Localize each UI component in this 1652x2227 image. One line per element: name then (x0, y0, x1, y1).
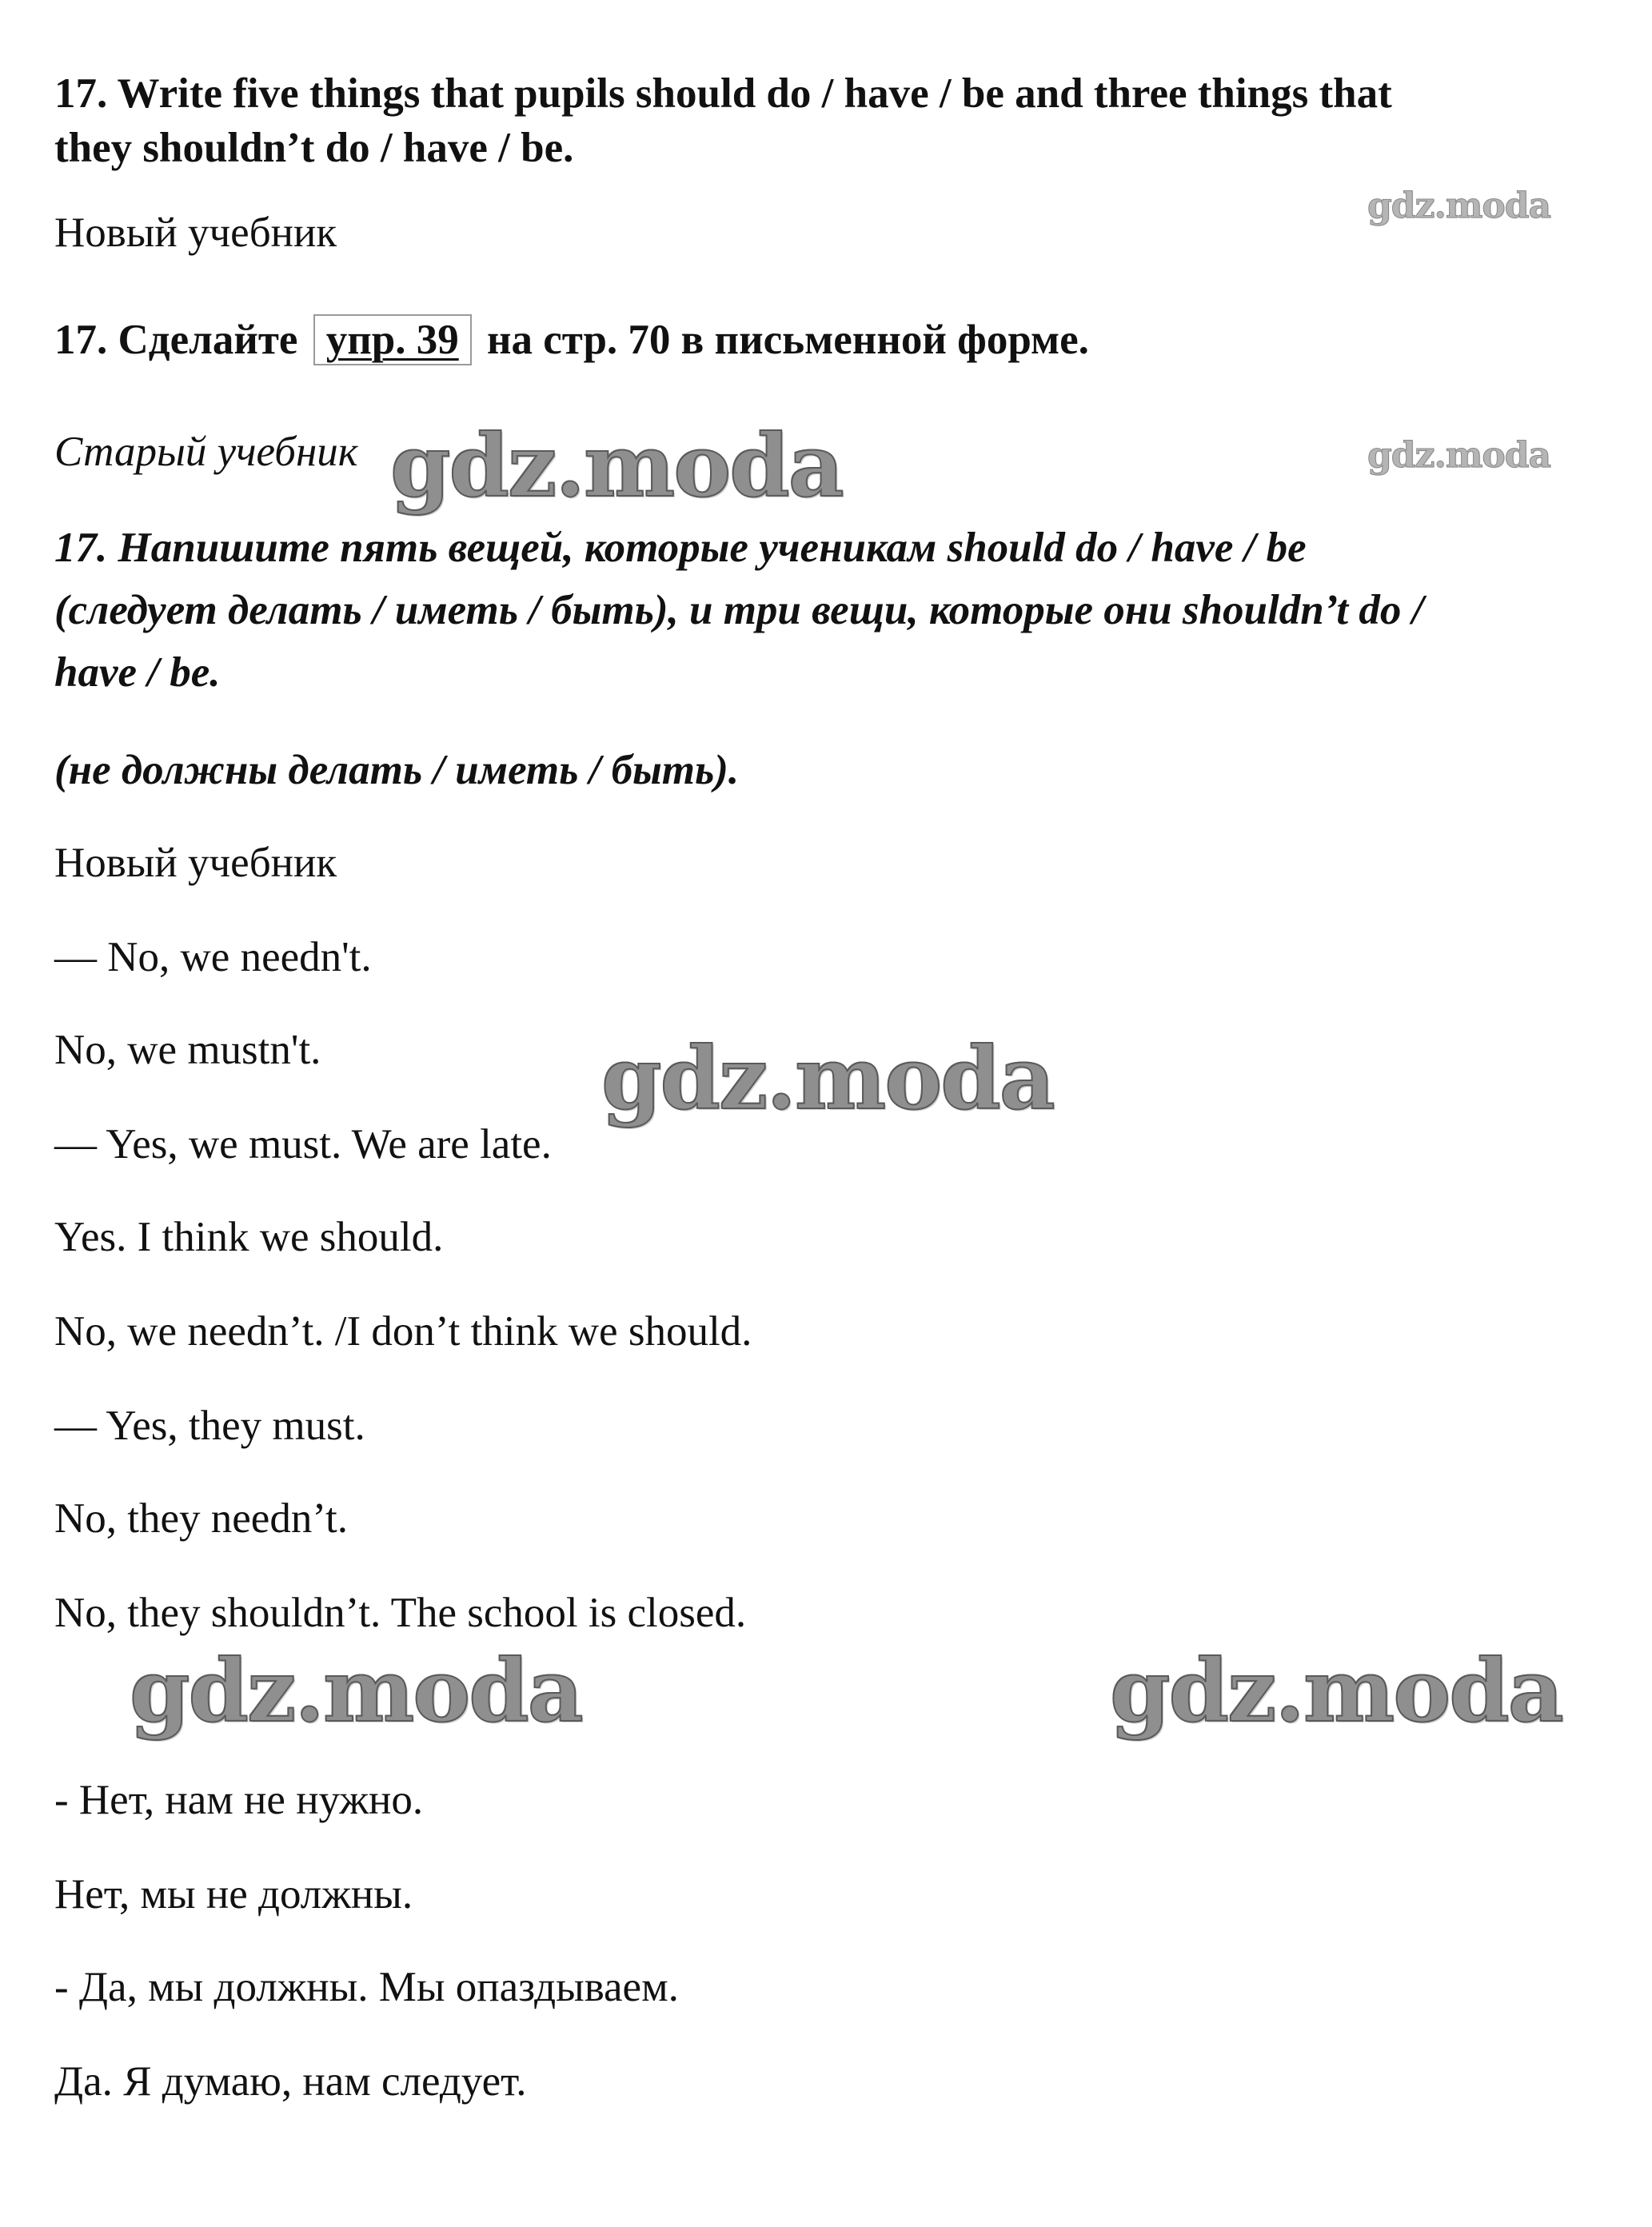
watermark-logo: gdz.moda (130, 1641, 582, 1742)
watermark-logo: gdz.moda (390, 416, 843, 517)
instruction-line (54, 313, 1089, 366)
task-heading-ru-line2: (следует делать / иметь / быть), и три вещи, которые они shouldn’t do / (54, 587, 1424, 633)
new-textbook-label-2: Новый учебник (54, 840, 337, 886)
watermark-logo: gdz.moda (1367, 435, 1551, 476)
answer-en: No, we mustn't. (54, 1027, 321, 1073)
watermark-logo: gdz.moda (1110, 1641, 1562, 1742)
answer-ru: - Нет, нам не нужно. (54, 1777, 424, 1823)
answer-en: No, we needn’t. /I don’t think we should. (54, 1308, 752, 1355)
answer-ru: Нет, мы не должны. (54, 1871, 413, 1918)
task-heading-en-line1: 17. Write five things that pupils should do / have / be and three things that (54, 70, 1392, 117)
task-heading-ru-line1: 17. Напишите пять вещей, которые ученикам should do / have / be (54, 525, 1307, 571)
answer-en: — Yes, we must. We are late. (54, 1121, 552, 1167)
new-textbook-label: Новый учебник (54, 210, 337, 256)
answer-en: No, they shouldn’t. The school is closed. (54, 1590, 747, 1636)
answer-en: — Yes, they must. (54, 1403, 365, 1449)
answer-en: Yes. I think we should. (54, 1214, 444, 1260)
watermark-logo: gdz.moda (1367, 186, 1551, 226)
instruction-prefix: 17. Сделайте (54, 317, 298, 363)
exercise-link[interactable]: упр. 39 (313, 314, 472, 365)
task-heading-en-line2: they shouldn’t do / have / be. (54, 125, 574, 171)
answer-en: — No, we needn't. (54, 934, 372, 980)
old-textbook-label: Старый учебник (54, 429, 358, 475)
watermark-logo: gdz.moda (601, 1028, 1054, 1129)
answer-ru: Да. Я думаю, нам следует. (54, 2058, 527, 2105)
instruction-suffix: на стр. 70 в письменной форме. (486, 317, 1089, 363)
answer-en: No, they needn’t. (54, 1495, 348, 1542)
task-heading-ru-line4: (не должны делать / иметь / быть). (54, 747, 740, 793)
task-heading-ru-line3: have / be. (54, 649, 221, 696)
answer-ru: - Да, мы должны. Мы опаздываем. (54, 1964, 679, 2010)
